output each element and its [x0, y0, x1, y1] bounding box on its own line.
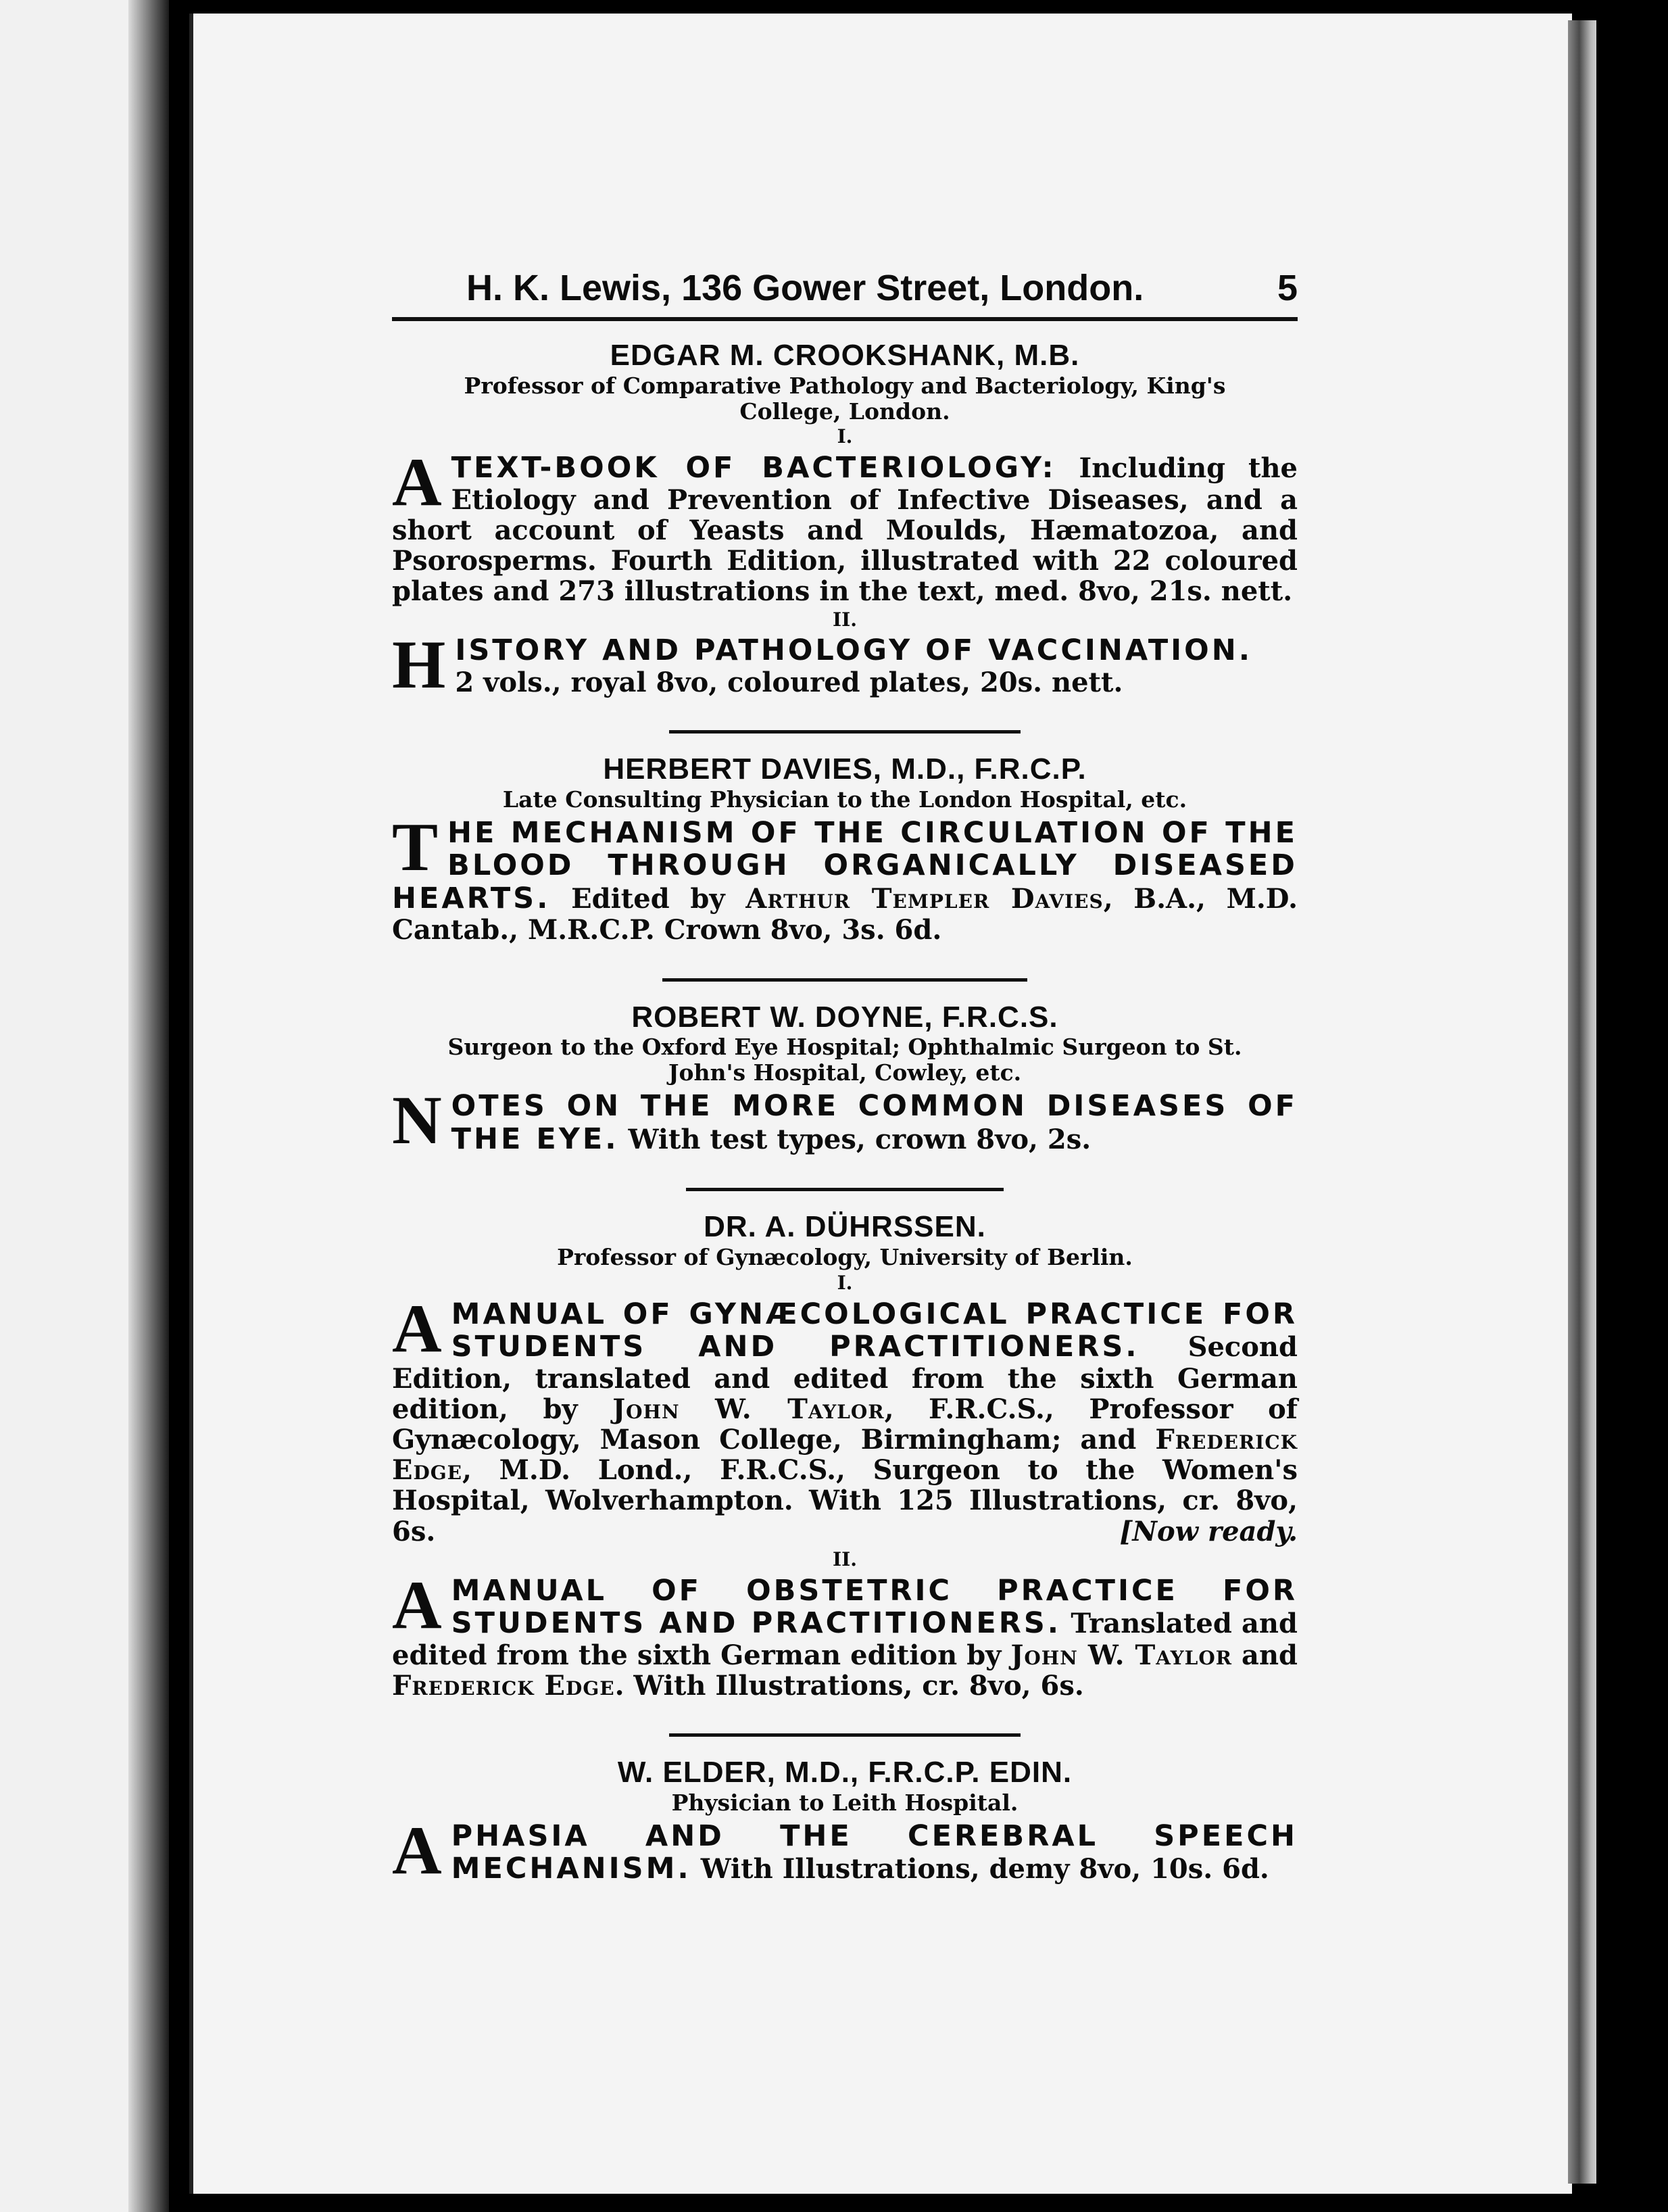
book-entry — [392, 1566, 1298, 1702]
work-numeral: I. — [837, 1271, 853, 1294]
author-name: HERBERT DAVIES, M.D., F.R.C.P. — [603, 752, 1087, 786]
book-title: MANUAL OF GYNÆCOLOGICAL PRACTICE FOR STUDENTS AND PRACTITIONERS. — [451, 1297, 1298, 1364]
page-edge-right — [1568, 20, 1596, 2184]
drop-cap: N — [392, 1082, 442, 1159]
book-title: TEXT-BOOK OF BACTERIOLOGY: — [451, 451, 1056, 485]
drop-cap: H — [392, 627, 446, 704]
book-title: MANUAL OF OBSTETRIC PRACTICE FOR STUDENTS AND PRACTITIONERS. — [451, 1573, 1298, 1641]
book-description-cont: , M.D. Lond., F.R.C.S., Surgeon to the Women's Hospital, Wolverhampton. With 125 Illustrations, cr. 8vo, 6s. — [392, 1454, 1298, 1547]
section-divider — [686, 1188, 1004, 1191]
running-header-text: H. K. Lewis, 136 Gower Street, London. — [466, 268, 1144, 308]
drop-cap: T — [392, 809, 439, 886]
book-description: Edited by — [571, 882, 725, 915]
book-description-cont: and — [1242, 1639, 1298, 1671]
drop-cap: A — [392, 1566, 442, 1643]
book-title: ISTORY AND PATHOLOGY OF VACCINATION. — [455, 633, 1253, 668]
book-entry — [392, 444, 1298, 608]
author-section — [392, 1210, 1298, 1701]
drop-cap: A — [392, 444, 442, 521]
author-position: Professor of Gynæcology, University of Berlin. — [557, 1243, 1133, 1270]
gutter-shadow — [128, 0, 169, 2212]
section-divider — [662, 978, 1027, 982]
translator-name: Frederick Edge — [392, 1669, 615, 1702]
translator-name: John W. Taylor — [612, 1393, 885, 1425]
work-numeral: II. — [833, 1547, 857, 1570]
book-description: Including the Etiology and Prevention of Infective Diseases, and a short account of Yeasts and Moulds, Hæmatozoa, and Psorosperms. Fourth Edition, illustrated with 22 coloured plates and 273 illustrations in the text, med. 8vo, 21s. nett. — [392, 452, 1298, 608]
author-position: Late Consulting Physician to the London Hospital, etc. — [502, 786, 1187, 813]
author-section — [392, 339, 1298, 704]
author-position: Physician to Leith Hospital. — [671, 1789, 1019, 1816]
book-description-cont: . With Illustrations, cr. 8vo, 6s. — [614, 1669, 1084, 1702]
translator-name: John W. Taylor — [1010, 1639, 1232, 1671]
book-entry — [392, 1082, 1298, 1159]
translator-name: Frederick Edge — [392, 1424, 1298, 1487]
section-divider — [669, 1733, 1021, 1737]
author-name: W. ELDER, M.D., F.R.C.P. EDIN. — [617, 1756, 1073, 1789]
book-entry — [392, 1290, 1298, 1547]
author-section — [392, 1756, 1298, 1889]
book-description: With test types, crown 8vo, 2s. — [628, 1123, 1091, 1155]
drop-cap: A — [392, 1290, 442, 1367]
book-title: PHASIA AND THE CEREBRAL SPEECH MECHANISM. — [451, 1819, 1298, 1886]
drop-cap: A — [392, 1812, 442, 1889]
book-title: HE MECHANISM OF THE CIRCULATION OF THE BLOOD THROUGH ORGANICALLY DISEASED HEARTS. — [392, 815, 1298, 915]
book-description: 2 vols., royal 8vo, coloured plates, 20s. nett. — [455, 666, 1123, 698]
page-content — [392, 267, 1298, 1889]
book-title: OTES ON THE MORE COMMON DISEASES OF THE EYE. — [451, 1089, 1298, 1156]
author-position: Surgeon to the Oxford Eye Hospital; Ophthalmic Surgeon to St. John's Hospital, Cowley, etc. — [447, 1034, 1242, 1086]
book-entry — [392, 627, 1298, 704]
author-position: Professor of Comparative Pathology and Bacteriology, King's College, London. — [464, 372, 1226, 425]
page-number: 5 — [1277, 268, 1298, 308]
author-name: EDGAR M. CROOKSHANK, M.B. — [610, 339, 1080, 372]
book-entry — [392, 809, 1298, 946]
author-section — [392, 1000, 1298, 1159]
book-entry — [392, 1812, 1298, 1889]
work-numeral: II. — [833, 608, 857, 631]
section-divider — [669, 730, 1021, 734]
work-numeral: I. — [837, 425, 853, 448]
book-description-cont: , F.R.C.S., Professor of Gynæcology, Mason College, Birmingham; and — [392, 1393, 1298, 1456]
running-header — [392, 267, 1298, 321]
author-name: ROBERT W. DOYNE, F.R.C.S. — [631, 1000, 1058, 1034]
availability-note: [Now ready. — [1119, 1515, 1298, 1547]
book-description: Translated and edited from the sixth German edition by — [392, 1608, 1298, 1671]
editor-name: Arthur Templer Davies — [745, 882, 1104, 915]
book-description-cont: , B.A., M.D. Cantab., M.R.C.P. Crown 8vo, 3s. 6d. — [392, 882, 1298, 946]
author-section — [392, 752, 1298, 945]
book-description: With Illustrations, demy 8vo, 10s. 6d. — [700, 1853, 1269, 1885]
book-description: Second Edition, translated and edited from the sixth German edition, by — [392, 1331, 1298, 1425]
author-name: DR. A. DÜHRSSEN. — [704, 1210, 986, 1244]
